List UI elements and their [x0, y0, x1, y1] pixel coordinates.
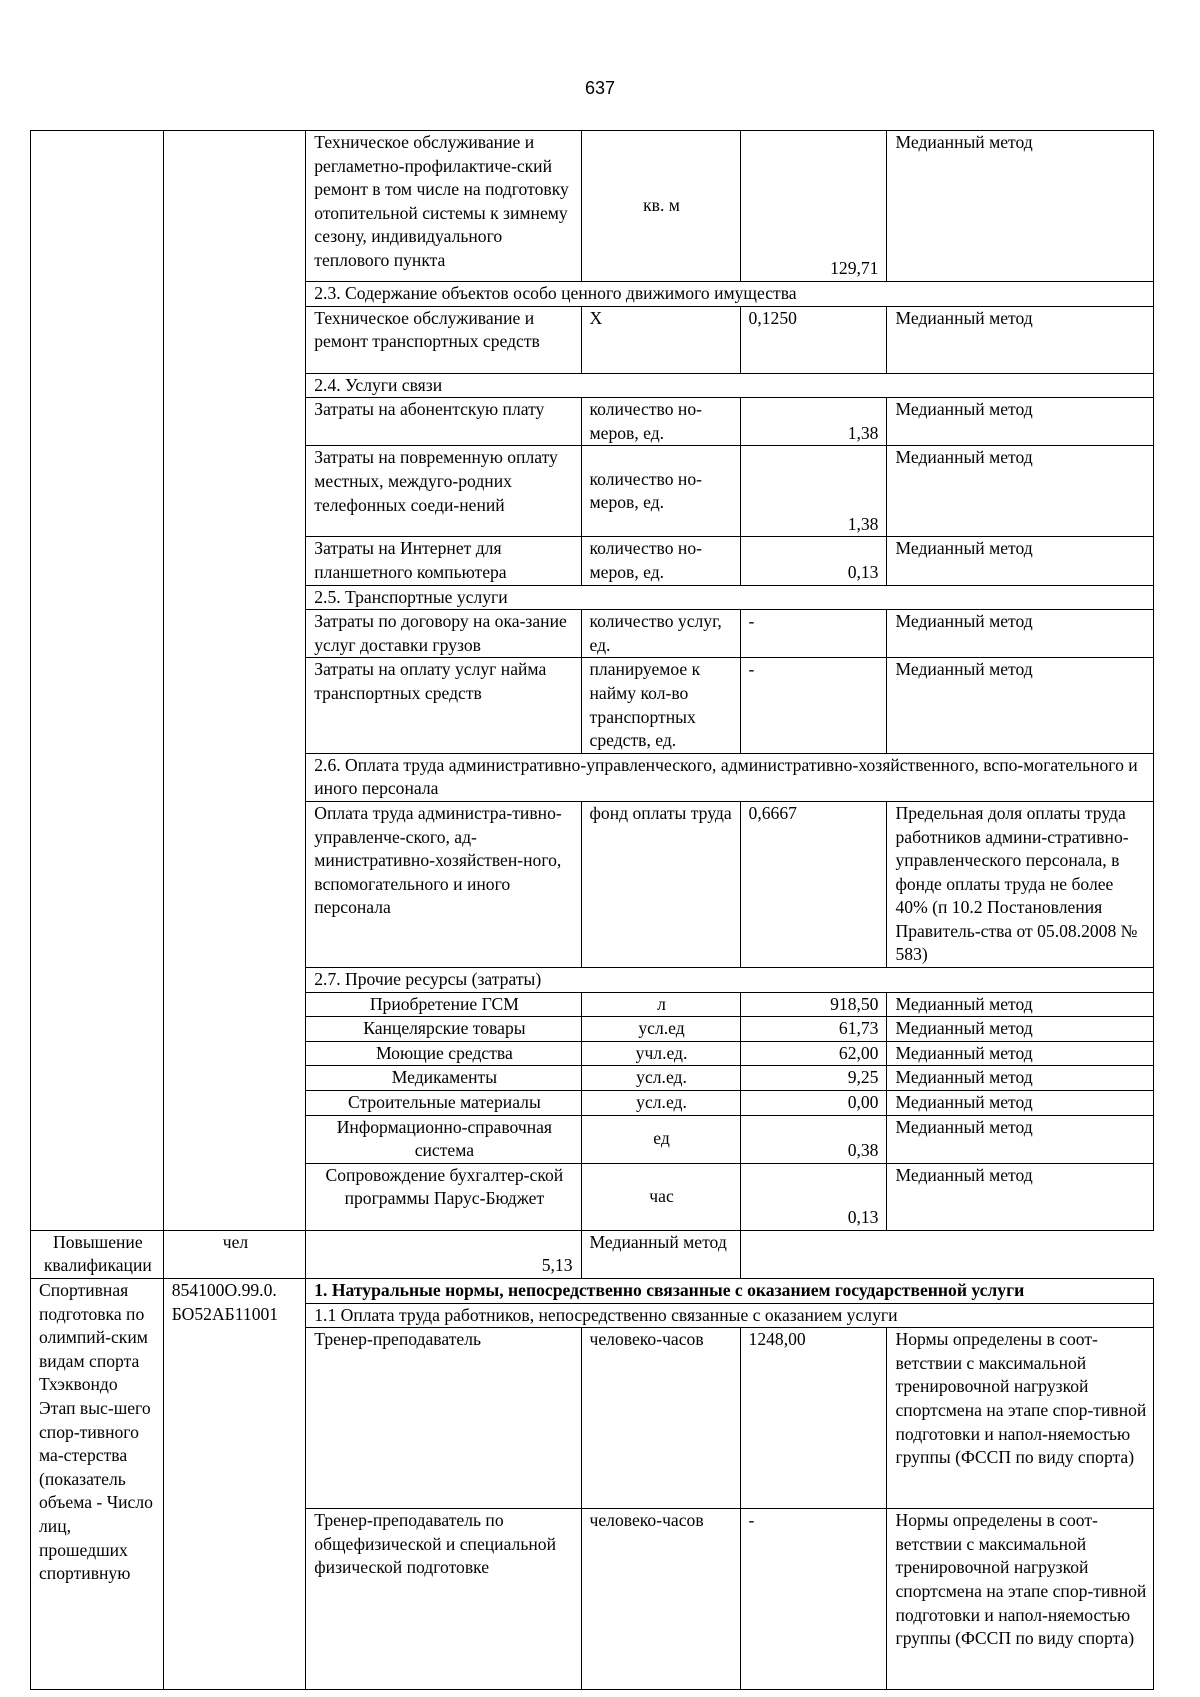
table-row	[31, 1230, 1154, 1278]
value-cell: 0,6667	[740, 801, 887, 967]
value-cell: 0,00	[740, 1091, 887, 1116]
resource-cell: Моющие средства	[306, 1041, 581, 1066]
value-cell: 918,50	[740, 992, 887, 1017]
method-cell: Нормы определены в соот-ветствии с максимальной тренировочной нагрузкой спортсмена на этапе спор-тивной подготовки и напол-няемостью группы (ФССП по виду спорта)	[887, 1509, 1154, 1690]
value-cell: 5,13	[306, 1230, 581, 1278]
method-cell: Медианный метод	[887, 1041, 1154, 1066]
unit-cell: количество но-меров, ед.	[581, 537, 740, 585]
page-number: 637	[584, 78, 616, 98]
method-cell: Медианный метод	[887, 537, 1154, 585]
resource-cell: Техническое обслуживание и регламетно-профилактиче-ский ремонт в том числе на подготовку отопительной системы к зимнему сезону, индивидуального теплового пункта	[306, 131, 581, 282]
value-cell: -	[740, 658, 887, 753]
method-cell: Медианный метод	[887, 992, 1154, 1017]
resource-cell: Затраты по договору на ока-зание услуг доставки грузов	[306, 610, 581, 658]
value-cell: 0,1250	[740, 306, 887, 373]
method-cell: Предельная доля оплаты труда работников админи-стративно-управленческого персонала, в фонде оплаты труда не более 40% (п 10.2 Постановления Правитель-ства от 05.08.2008 № 583)	[887, 801, 1154, 967]
section-heading: 2.6. Оплата труда административно-управленческого, административно-хозяйственного, вспо-могательного и иного персонала	[306, 753, 1154, 801]
resource-cell: Затраты на оплату услуг найма транспортных средств	[306, 658, 581, 753]
unit-cell: кв. м	[581, 131, 740, 282]
unit-cell: человеко-часов	[581, 1509, 740, 1690]
value-cell: -	[740, 610, 887, 658]
section-heading: 1.1 Оплата труда работников, непосредственно связанные с оказанием услуги	[306, 1303, 1154, 1328]
norms-table	[30, 130, 1154, 1690]
method-cell: Медианный метод	[887, 398, 1154, 446]
value-cell: 9,25	[740, 1066, 887, 1091]
unit-cell: ед	[581, 1115, 740, 1163]
unit-cell: количество но-меров, ед.	[581, 398, 740, 446]
method-cell: Медианный метод	[887, 658, 1154, 753]
value-cell: 1248,00	[740, 1328, 887, 1509]
unit-cell: количество но-меров, ед.	[581, 446, 740, 537]
value-cell: 129,71	[740, 131, 887, 282]
resource-cell: Затраты на Интернет для планшетного компьютера	[306, 537, 581, 585]
resource-cell: Затраты на повременную оплату местных, междуго-родних телефонных соеди-нений	[306, 446, 581, 537]
method-cell: Медианный метод	[887, 1163, 1154, 1230]
section-heading: 2.3. Содержание объектов особо ценного движимого имущества	[306, 282, 1154, 307]
method-cell: Медианный метод	[887, 610, 1154, 658]
value-cell: 0,13	[740, 1163, 887, 1230]
resource-cell: Затраты на абонентскую плату	[306, 398, 581, 446]
table-row	[31, 131, 1154, 282]
method-cell: Медианный метод	[887, 446, 1154, 537]
unit-cell: час	[581, 1163, 740, 1230]
method-cell: Медианный метод	[887, 1115, 1154, 1163]
resource-cell: Тренер-преподаватель	[306, 1328, 581, 1509]
unit-cell: усл.ед.	[581, 1066, 740, 1091]
section-heading: 2.5. Транспортные услуги	[306, 585, 1154, 610]
value-cell: 62,00	[740, 1041, 887, 1066]
unit-cell: фонд оплаты труда	[581, 801, 740, 967]
service-name-cell: Спортивная подготовка по олимпий-ским видам спорта Тхэквондо Этап выс-шего спор-тивного ма-стерства (показатель объема - Число лиц, прошедших спортивную	[31, 1279, 164, 1690]
unit-cell: учл.ед.	[581, 1041, 740, 1066]
resource-cell: Оплата труда администра-тивно-управленче-ского, ад-министративно-хозяйствен-ного, вспомогательного и иного персонала	[306, 801, 581, 967]
unit-cell: человеко-часов	[581, 1328, 740, 1509]
service-code-cell: 854100О.99.0. БО52АБ11001	[163, 1279, 306, 1690]
unit-cell: усл.ед.	[581, 1091, 740, 1116]
unit-cell: чел	[163, 1230, 306, 1278]
method-cell: Медианный метод	[887, 1017, 1154, 1042]
resource-cell: Повышение квалификации	[31, 1230, 164, 1278]
method-cell: Медианный метод	[887, 1091, 1154, 1116]
method-cell: Медианный метод	[581, 1230, 740, 1278]
value-cell: 0,38	[740, 1115, 887, 1163]
section-row	[31, 1279, 1154, 1304]
unit-cell: Х	[581, 306, 740, 373]
resource-cell: Тренер-преподаватель по общефизической и специальной физической подготовке	[306, 1509, 581, 1690]
method-cell: Медианный метод	[887, 1066, 1154, 1091]
resource-cell: Приобретение ГСМ	[306, 992, 581, 1017]
unit-cell: количество услуг, ед.	[581, 610, 740, 658]
section-heading: 2.4. Услуги связи	[306, 373, 1154, 398]
unit-cell: планируемое к найму кол-во транспортных средств, ед.	[581, 658, 740, 753]
resource-cell: Медикаменты	[306, 1066, 581, 1091]
method-cell: Медианный метод	[887, 131, 1154, 282]
method-cell: Медианный метод	[887, 306, 1154, 373]
value-cell: 1,38	[740, 398, 887, 446]
resource-cell: Канцелярские товары	[306, 1017, 581, 1042]
service-name-cell-empty	[31, 131, 164, 1231]
value-cell: -	[740, 1509, 887, 1690]
resource-cell: Сопровождение бухгалтер-ской программы Парус-Бюджет	[306, 1163, 581, 1230]
value-cell: 1,38	[740, 446, 887, 537]
section-heading: 1. Натуральные нормы, непосредственно связанные с оказанием государственной услуги	[306, 1279, 1154, 1304]
unit-cell: усл.ед	[581, 1017, 740, 1042]
service-code-cell-empty	[163, 131, 306, 1231]
resource-cell: Техническое обслуживание и ремонт транспортных средств	[306, 306, 581, 373]
unit-cell: л	[581, 992, 740, 1017]
resource-cell: Информационно-справочная система	[306, 1115, 581, 1163]
resource-cell: Строительные материалы	[306, 1091, 581, 1116]
value-cell: 0,13	[740, 537, 887, 585]
method-cell: Нормы определены в соот-ветствии с максимальной тренировочной нагрузкой спортсмена на этапе спор-тивной подготовки и напол-няемостью группы (ФССП по виду спорта)	[887, 1328, 1154, 1509]
value-cell: 61,73	[740, 1017, 887, 1042]
section-heading: 2.7. Прочие ресурсы (затраты)	[306, 968, 1154, 993]
